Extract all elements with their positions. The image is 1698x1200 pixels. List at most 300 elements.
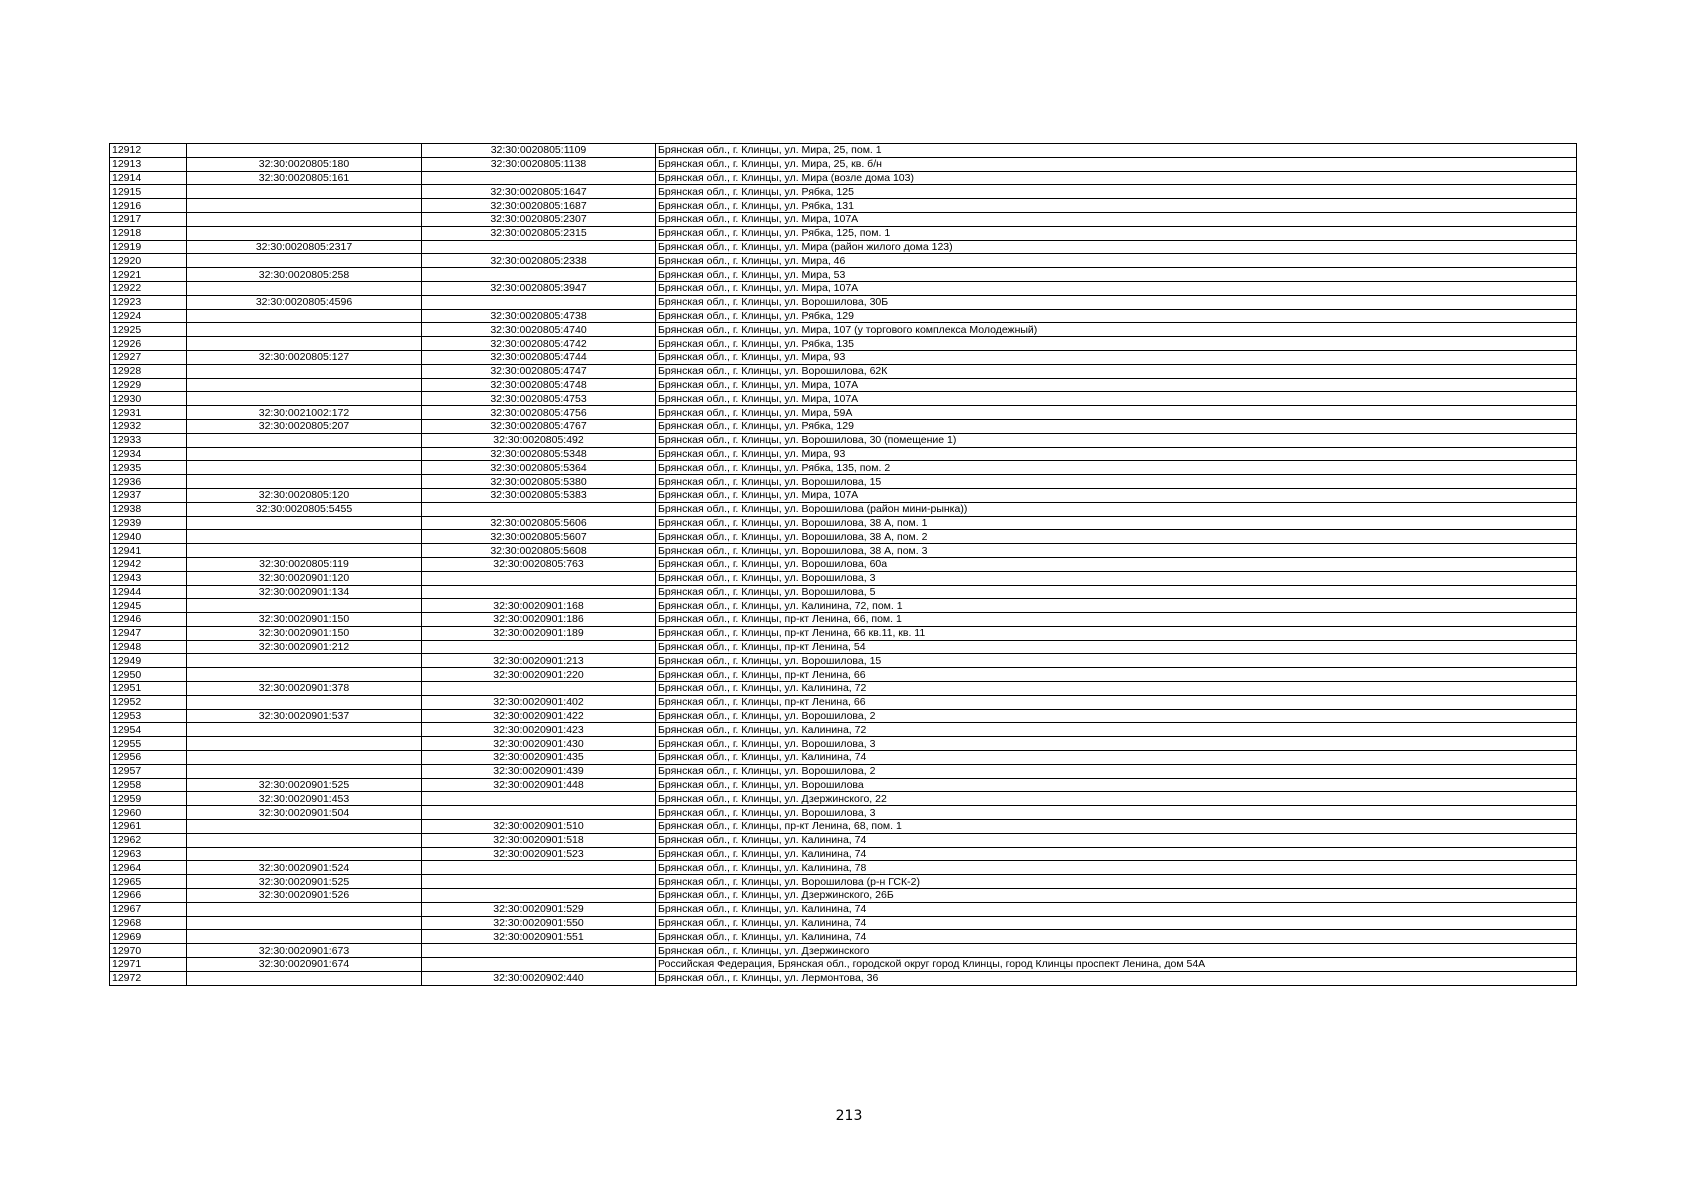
- table-row: [110, 626, 1577, 640]
- object-cadastral-number-cell: 32:30:0020805:5380: [422, 475, 656, 489]
- object-cadastral-number-cell: 32:30:0020901:422: [422, 709, 656, 723]
- table-row: [110, 502, 1577, 516]
- cadastral-number-cell: 32:30:0020805:2317: [187, 240, 422, 254]
- table-row: [110, 944, 1577, 958]
- object-cadastral-number-cell: [422, 502, 656, 516]
- table-row: [110, 199, 1577, 213]
- row-number-cell: 12971: [110, 958, 187, 972]
- row-number-cell: 12954: [110, 723, 187, 737]
- table-row: [110, 530, 1577, 544]
- address-cell: Брянская обл., г. Клинцы, ул. Мира (возле дома 103): [656, 171, 1577, 185]
- registry-table-body: [110, 144, 1577, 986]
- row-number-cell: 12917: [110, 212, 187, 226]
- row-number-cell: 12949: [110, 654, 187, 668]
- row-number-cell: 12950: [110, 668, 187, 682]
- address-cell: Брянская обл., г. Клинцы, ул. Мира, 93: [656, 447, 1577, 461]
- row-number-cell: 12953: [110, 709, 187, 723]
- object-cadastral-number-cell: [422, 571, 656, 585]
- cadastral-number-cell: [187, 254, 422, 268]
- row-number-cell: 12959: [110, 792, 187, 806]
- table-row: [110, 806, 1577, 820]
- address-cell: Брянская обл., г. Клинцы, ул. Ворошилова, 60а: [656, 557, 1577, 571]
- cadastral-number-cell: [187, 764, 422, 778]
- object-cadastral-number-cell: [422, 640, 656, 654]
- object-cadastral-number-cell: 32:30:0020901:402: [422, 695, 656, 709]
- table-row: [110, 585, 1577, 599]
- cadastral-number-cell: [187, 930, 422, 944]
- address-cell: Брянская обл., г. Клинцы, ул. Мира, 107 (у торгового комплекса Молодежный): [656, 323, 1577, 337]
- row-number-cell: 12970: [110, 944, 187, 958]
- table-row: [110, 654, 1577, 668]
- address-cell: Брянская обл., г. Клинцы, ул. Рябка, 135: [656, 337, 1577, 351]
- object-cadastral-number-cell: [422, 295, 656, 309]
- cadastral-number-cell: [187, 544, 422, 558]
- cadastral-number-cell: [187, 378, 422, 392]
- address-cell: Брянская обл., г. Клинцы, пр-кт Ленина, 66: [656, 668, 1577, 682]
- table-row: [110, 378, 1577, 392]
- row-number-cell: 12934: [110, 447, 187, 461]
- row-number-cell: 12931: [110, 406, 187, 420]
- object-cadastral-number-cell: 32:30:0020901:518: [422, 833, 656, 847]
- table-row: [110, 226, 1577, 240]
- address-cell: Брянская обл., г. Клинцы, ул. Калинина, 74: [656, 847, 1577, 861]
- cadastral-number-cell: 32:30:0020901:673: [187, 944, 422, 958]
- object-cadastral-number-cell: [422, 944, 656, 958]
- row-number-cell: 12958: [110, 778, 187, 792]
- row-number-cell: 12969: [110, 930, 187, 944]
- cadastral-number-cell: 32:30:0020901:150: [187, 613, 422, 627]
- address-cell: Брянская обл., г. Клинцы, ул. Мира, 46: [656, 254, 1577, 268]
- row-number-cell: 12944: [110, 585, 187, 599]
- table-row: [110, 847, 1577, 861]
- address-cell: Брянская обл., г. Клинцы, ул. Дзержинского, 26Б: [656, 889, 1577, 903]
- row-number-cell: 12927: [110, 350, 187, 364]
- cadastral-number-cell: 32:30:0020901:378: [187, 682, 422, 696]
- table-row: [110, 364, 1577, 378]
- object-cadastral-number-cell: 32:30:0020901:529: [422, 902, 656, 916]
- row-number-cell: 12924: [110, 309, 187, 323]
- table-row: [110, 323, 1577, 337]
- object-cadastral-number-cell: 32:30:0020805:4740: [422, 323, 656, 337]
- object-cadastral-number-cell: 32:30:0020901:448: [422, 778, 656, 792]
- object-cadastral-number-cell: 32:30:0020901:220: [422, 668, 656, 682]
- table-row: [110, 668, 1577, 682]
- cadastral-number-cell: [187, 185, 422, 199]
- object-cadastral-number-cell: 32:30:0020805:2338: [422, 254, 656, 268]
- table-row: [110, 295, 1577, 309]
- object-cadastral-number-cell: 32:30:0020805:763: [422, 557, 656, 571]
- object-cadastral-number-cell: 32:30:0020901:551: [422, 930, 656, 944]
- object-cadastral-number-cell: 32:30:0020901:510: [422, 820, 656, 834]
- table-row: [110, 488, 1577, 502]
- object-cadastral-number-cell: 32:30:0020805:4767: [422, 419, 656, 433]
- address-cell: Брянская обл., г. Клинцы, ул. Мира, 59А: [656, 406, 1577, 420]
- address-cell: Брянская обл., г. Клинцы, пр-кт Ленина, 66: [656, 695, 1577, 709]
- address-cell: Брянская обл., г. Клинцы, ул. Ворошилова (р-н ГСК-2): [656, 875, 1577, 889]
- row-number-cell: 12963: [110, 847, 187, 861]
- row-number-cell: 12966: [110, 889, 187, 903]
- row-number-cell: 12926: [110, 337, 187, 351]
- address-cell: Брянская обл., г. Клинцы, ул. Мира (район жилого дома 123): [656, 240, 1577, 254]
- cadastral-number-cell: 32:30:0020901:134: [187, 585, 422, 599]
- table-row: [110, 516, 1577, 530]
- row-number-cell: 12940: [110, 530, 187, 544]
- row-number-cell: 12925: [110, 323, 187, 337]
- row-number-cell: 12942: [110, 557, 187, 571]
- object-cadastral-number-cell: 32:30:0020901:430: [422, 737, 656, 751]
- object-cadastral-number-cell: 32:30:0020805:5608: [422, 544, 656, 558]
- address-cell: Брянская обл., г. Клинцы, ул. Ворошилова, 15: [656, 475, 1577, 489]
- cadastral-number-cell: [187, 847, 422, 861]
- row-number-cell: 12945: [110, 599, 187, 613]
- address-cell: Российская Федерация, Брянская обл., городской округ город Клинцы, город Клинцы проспект Ленина, дом 54А: [656, 958, 1577, 972]
- row-number-cell: 12968: [110, 916, 187, 930]
- table-row: [110, 875, 1577, 889]
- row-number-cell: 12935: [110, 461, 187, 475]
- object-cadastral-number-cell: 32:30:0020901:423: [422, 723, 656, 737]
- object-cadastral-number-cell: 32:30:0020901:168: [422, 599, 656, 613]
- row-number-cell: 12964: [110, 861, 187, 875]
- table-row: [110, 475, 1577, 489]
- cadastral-number-cell: [187, 916, 422, 930]
- object-cadastral-number-cell: 32:30:0020805:5348: [422, 447, 656, 461]
- address-cell: Брянская обл., г. Клинцы, ул. Калинина, 74: [656, 833, 1577, 847]
- row-number-cell: 12922: [110, 281, 187, 295]
- address-cell: Брянская обл., г. Клинцы, пр-кт Ленина, 66 кв.11, кв. 11: [656, 626, 1577, 640]
- object-cadastral-number-cell: 32:30:0020805:1687: [422, 199, 656, 213]
- address-cell: Брянская обл., г. Клинцы, ул. Мира, 107А: [656, 212, 1577, 226]
- object-cadastral-number-cell: 32:30:0020805:2315: [422, 226, 656, 240]
- object-cadastral-number-cell: 32:30:0020805:1647: [422, 185, 656, 199]
- object-cadastral-number-cell: 32:30:0020805:5607: [422, 530, 656, 544]
- cadastral-number-cell: 32:30:0021002:172: [187, 406, 422, 420]
- address-cell: Брянская обл., г. Клинцы, ул. Ворошилова, 3: [656, 571, 1577, 585]
- table-row: [110, 971, 1577, 985]
- object-cadastral-number-cell: 32:30:0020805:4742: [422, 337, 656, 351]
- cadastral-number-cell: [187, 695, 422, 709]
- row-number-cell: 12951: [110, 682, 187, 696]
- address-cell: Брянская обл., г. Клинцы, ул. Рябка, 129: [656, 309, 1577, 323]
- cadastral-number-cell: 32:30:0020805:5455: [187, 502, 422, 516]
- object-cadastral-number-cell: 32:30:0020805:4747: [422, 364, 656, 378]
- object-cadastral-number-cell: 32:30:0020901:550: [422, 916, 656, 930]
- row-number-cell: 12921: [110, 268, 187, 282]
- address-cell: Брянская обл., г. Клинцы, ул. Мира, 107А: [656, 378, 1577, 392]
- address-cell: Брянская обл., г. Клинцы, ул. Калинина, 74: [656, 902, 1577, 916]
- address-cell: Брянская обл., г. Клинцы, ул. Мира, 93: [656, 350, 1577, 364]
- address-cell: Брянская обл., г. Клинцы, ул. Ворошилова, 30Б: [656, 295, 1577, 309]
- address-cell: Брянская обл., г. Клинцы, ул. Ворошилова, 38 А, пом. 2: [656, 530, 1577, 544]
- row-number-cell: 12933: [110, 433, 187, 447]
- row-number-cell: 12939: [110, 516, 187, 530]
- object-cadastral-number-cell: [422, 682, 656, 696]
- row-number-cell: 12923: [110, 295, 187, 309]
- table-row: [110, 433, 1577, 447]
- object-cadastral-number-cell: 32:30:0020805:3947: [422, 281, 656, 295]
- table-row: [110, 723, 1577, 737]
- address-cell: Брянская обл., г. Клинцы, ул. Мира, 25, пом. 1: [656, 144, 1577, 158]
- object-cadastral-number-cell: 32:30:0020805:4753: [422, 392, 656, 406]
- address-cell: Брянская обл., г. Клинцы, ул. Мира, 107А: [656, 281, 1577, 295]
- object-cadastral-number-cell: [422, 171, 656, 185]
- cadastral-number-cell: [187, 654, 422, 668]
- cadastral-number-cell: [187, 309, 422, 323]
- cadastral-number-cell: [187, 833, 422, 847]
- cadastral-number-cell: 32:30:0020901:150: [187, 626, 422, 640]
- row-number-cell: 12965: [110, 875, 187, 889]
- cadastral-number-cell: [187, 737, 422, 751]
- address-cell: Брянская обл., г. Клинцы, ул. Рябка, 125: [656, 185, 1577, 199]
- table-row: [110, 392, 1577, 406]
- address-cell: Брянская обл., г. Клинцы, ул. Ворошилова, 3: [656, 737, 1577, 751]
- object-cadastral-number-cell: 32:30:0020805:4744: [422, 350, 656, 364]
- row-number-cell: 12913: [110, 157, 187, 171]
- table-row: [110, 820, 1577, 834]
- address-cell: Брянская обл., г. Клинцы, ул. Ворошилова, 38 А, пом. 3: [656, 544, 1577, 558]
- object-cadastral-number-cell: [422, 958, 656, 972]
- row-number-cell: 12961: [110, 820, 187, 834]
- table-row: [110, 144, 1577, 158]
- address-cell: Брянская обл., г. Клинцы, ул. Рябка, 129: [656, 419, 1577, 433]
- table-row: [110, 682, 1577, 696]
- cadastral-number-cell: 32:30:0020805:258: [187, 268, 422, 282]
- object-cadastral-number-cell: 32:30:0020901:523: [422, 847, 656, 861]
- table-row: [110, 447, 1577, 461]
- object-cadastral-number-cell: 32:30:0020805:2307: [422, 212, 656, 226]
- cadastral-number-cell: 32:30:0020901:524: [187, 861, 422, 875]
- page-number: 213: [835, 1108, 863, 1124]
- table-row: [110, 544, 1577, 558]
- row-number-cell: 12919: [110, 240, 187, 254]
- row-number-cell: 12952: [110, 695, 187, 709]
- row-number-cell: 12918: [110, 226, 187, 240]
- cadastral-number-cell: [187, 971, 422, 985]
- address-cell: Брянская обл., г. Клинцы, ул. Мира, 25, кв. б/н: [656, 157, 1577, 171]
- row-number-cell: 12948: [110, 640, 187, 654]
- object-cadastral-number-cell: 32:30:0020805:1138: [422, 157, 656, 171]
- cadastral-number-cell: [187, 433, 422, 447]
- object-cadastral-number-cell: 32:30:0020805:5606: [422, 516, 656, 530]
- object-cadastral-number-cell: [422, 268, 656, 282]
- object-cadastral-number-cell: 32:30:0020901:186: [422, 613, 656, 627]
- address-cell: Брянская обл., г. Клинцы, ул. Калинина, 78: [656, 861, 1577, 875]
- table-row: [110, 737, 1577, 751]
- address-cell: Брянская обл., г. Клинцы, ул. Лермонтова, 36: [656, 971, 1577, 985]
- row-number-cell: 12912: [110, 144, 187, 158]
- cadastral-number-cell: [187, 461, 422, 475]
- cadastral-number-cell: 32:30:0020805:119: [187, 557, 422, 571]
- cadastral-number-cell: 32:30:0020901:212: [187, 640, 422, 654]
- row-number-cell: 12937: [110, 488, 187, 502]
- table-row: [110, 751, 1577, 765]
- object-cadastral-number-cell: 32:30:0020901:213: [422, 654, 656, 668]
- cadastral-number-cell: [187, 902, 422, 916]
- address-cell: Брянская обл., г. Клинцы, ул. Ворошилова, 62К: [656, 364, 1577, 378]
- address-cell: Брянская обл., г. Клинцы, ул. Калинина, 74: [656, 930, 1577, 944]
- table-row: [110, 406, 1577, 420]
- cadastral-number-cell: [187, 281, 422, 295]
- table-row: [110, 185, 1577, 199]
- object-cadastral-number-cell: [422, 792, 656, 806]
- object-cadastral-number-cell: [422, 806, 656, 820]
- address-cell: Брянская обл., г. Клинцы, ул. Ворошилова, 30 (помещение 1): [656, 433, 1577, 447]
- cadastral-number-cell: [187, 337, 422, 351]
- table-row: [110, 958, 1577, 972]
- cadastral-number-cell: [187, 530, 422, 544]
- cadastral-number-cell: [187, 392, 422, 406]
- address-cell: Брянская обл., г. Клинцы, пр-кт Ленина, 54: [656, 640, 1577, 654]
- address-cell: Брянская обл., г. Клинцы, пр-кт Ленина, 68, пом. 1: [656, 820, 1577, 834]
- address-cell: Брянская обл., г. Клинцы, ул. Рябка, 131: [656, 199, 1577, 213]
- object-cadastral-number-cell: 32:30:0020901:439: [422, 764, 656, 778]
- registry-table: [109, 143, 1577, 986]
- table-row: [110, 613, 1577, 627]
- cadastral-number-cell: 32:30:0020901:526: [187, 889, 422, 903]
- table-row: [110, 695, 1577, 709]
- cadastral-number-cell: [187, 212, 422, 226]
- row-number-cell: 12967: [110, 902, 187, 916]
- table-row: [110, 792, 1577, 806]
- object-cadastral-number-cell: 32:30:0020805:492: [422, 433, 656, 447]
- cadastral-number-cell: [187, 723, 422, 737]
- address-cell: Брянская обл., г. Клинцы, ул. Дзержинского, 22: [656, 792, 1577, 806]
- row-number-cell: 12929: [110, 378, 187, 392]
- address-cell: Брянская обл., г. Клинцы, ул. Мира, 107А: [656, 392, 1577, 406]
- row-number-cell: 12932: [110, 419, 187, 433]
- object-cadastral-number-cell: 32:30:0020805:5383: [422, 488, 656, 502]
- address-cell: Брянская обл., г. Клинцы, ул. Ворошилова, 2: [656, 764, 1577, 778]
- row-number-cell: 12920: [110, 254, 187, 268]
- object-cadastral-number-cell: [422, 889, 656, 903]
- row-number-cell: 12960: [110, 806, 187, 820]
- row-number-cell: 12972: [110, 971, 187, 985]
- row-number-cell: 12928: [110, 364, 187, 378]
- table-row: [110, 157, 1577, 171]
- address-cell: Брянская обл., г. Клинцы, ул. Ворошилова, 5: [656, 585, 1577, 599]
- table-row: [110, 337, 1577, 351]
- table-row: [110, 902, 1577, 916]
- row-number-cell: 12930: [110, 392, 187, 406]
- table-row: [110, 281, 1577, 295]
- table-row: [110, 461, 1577, 475]
- object-cadastral-number-cell: [422, 585, 656, 599]
- row-number-cell: 12947: [110, 626, 187, 640]
- table-row: [110, 419, 1577, 433]
- row-number-cell: 12938: [110, 502, 187, 516]
- address-cell: Брянская обл., г. Клинцы, ул. Дзержинского: [656, 944, 1577, 958]
- object-cadastral-number-cell: 32:30:0020901:435: [422, 751, 656, 765]
- object-cadastral-number-cell: [422, 875, 656, 889]
- table-row: [110, 916, 1577, 930]
- table-row: [110, 599, 1577, 613]
- address-cell: Брянская обл., г. Клинцы, ул. Мира, 107А: [656, 488, 1577, 502]
- address-cell: Брянская обл., г. Клинцы, ул. Ворошилова, 15: [656, 654, 1577, 668]
- address-cell: Брянская обл., г. Клинцы, ул. Калинина, 72: [656, 682, 1577, 696]
- cadastral-number-cell: 32:30:0020805:161: [187, 171, 422, 185]
- address-cell: Брянская обл., г. Клинцы, ул. Калинина, 74: [656, 916, 1577, 930]
- table-row: [110, 709, 1577, 723]
- cadastral-number-cell: [187, 144, 422, 158]
- table-row: [110, 861, 1577, 875]
- row-number-cell: 12962: [110, 833, 187, 847]
- table-row: [110, 930, 1577, 944]
- address-cell: Брянская обл., г. Клинцы, ул. Калинина, 72, пом. 1: [656, 599, 1577, 613]
- table-row: [110, 889, 1577, 903]
- object-cadastral-number-cell: [422, 861, 656, 875]
- cadastral-number-cell: [187, 199, 422, 213]
- object-cadastral-number-cell: 32:30:0020805:1109: [422, 144, 656, 158]
- table-row: [110, 557, 1577, 571]
- address-cell: Брянская обл., г. Клинцы, пр-кт Ленина, 66, пом. 1: [656, 613, 1577, 627]
- object-cadastral-number-cell: 32:30:0020902:440: [422, 971, 656, 985]
- object-cadastral-number-cell: 32:30:0020805:4748: [422, 378, 656, 392]
- cadastral-number-cell: 32:30:0020805:127: [187, 350, 422, 364]
- cadastral-number-cell: [187, 516, 422, 530]
- cadastral-number-cell: 32:30:0020805:180: [187, 157, 422, 171]
- address-cell: Брянская обл., г. Клинцы, ул. Мира, 53: [656, 268, 1577, 282]
- object-cadastral-number-cell: 32:30:0020901:189: [422, 626, 656, 640]
- cadastral-number-cell: [187, 820, 422, 834]
- cadastral-number-cell: [187, 475, 422, 489]
- row-number-cell: 12941: [110, 544, 187, 558]
- object-cadastral-number-cell: 32:30:0020805:5364: [422, 461, 656, 475]
- cadastral-number-cell: [187, 323, 422, 337]
- table-row: [110, 350, 1577, 364]
- object-cadastral-number-cell: 32:30:0020805:4738: [422, 309, 656, 323]
- object-cadastral-number-cell: 32:30:0020805:4756: [422, 406, 656, 420]
- table-row: [110, 571, 1577, 585]
- address-cell: Брянская обл., г. Клинцы, ул. Ворошилова, 3: [656, 806, 1577, 820]
- cadastral-number-cell: 32:30:0020805:4596: [187, 295, 422, 309]
- table-row: [110, 764, 1577, 778]
- cadastral-number-cell: 32:30:0020805:207: [187, 419, 422, 433]
- table-row: [110, 640, 1577, 654]
- row-number-cell: 12957: [110, 764, 187, 778]
- row-number-cell: 12955: [110, 737, 187, 751]
- cadastral-number-cell: [187, 447, 422, 461]
- cadastral-number-cell: 32:30:0020805:120: [187, 488, 422, 502]
- row-number-cell: 12914: [110, 171, 187, 185]
- cadastral-number-cell: 32:30:0020901:537: [187, 709, 422, 723]
- row-number-cell: 12946: [110, 613, 187, 627]
- address-cell: Брянская обл., г. Клинцы, ул. Рябка, 135, пом. 2: [656, 461, 1577, 475]
- cadastral-number-cell: 32:30:0020901:674: [187, 958, 422, 972]
- table-row: [110, 833, 1577, 847]
- address-cell: Брянская обл., г. Клинцы, ул. Ворошилова, 2: [656, 709, 1577, 723]
- address-cell: Брянская обл., г. Клинцы, ул. Калинина, 72: [656, 723, 1577, 737]
- table-row: [110, 309, 1577, 323]
- table-row: [110, 171, 1577, 185]
- cadastral-number-cell: 32:30:0020901:453: [187, 792, 422, 806]
- cadastral-number-cell: [187, 668, 422, 682]
- cadastral-number-cell: 32:30:0020901:120: [187, 571, 422, 585]
- row-number-cell: 12943: [110, 571, 187, 585]
- cadastral-number-cell: 32:30:0020901:504: [187, 806, 422, 820]
- address-cell: Брянская обл., г. Клинцы, ул. Калинина, 74: [656, 751, 1577, 765]
- cadastral-number-cell: [187, 226, 422, 240]
- cadastral-number-cell: [187, 751, 422, 765]
- cadastral-number-cell: [187, 364, 422, 378]
- address-cell: Брянская обл., г. Клинцы, ул. Рябка, 125, пом. 1: [656, 226, 1577, 240]
- object-cadastral-number-cell: [422, 240, 656, 254]
- address-cell: Брянская обл., г. Клинцы, ул. Ворошилова (район мини-рынка)): [656, 502, 1577, 516]
- row-number-cell: 12936: [110, 475, 187, 489]
- table-row: [110, 268, 1577, 282]
- table-row: [110, 254, 1577, 268]
- row-number-cell: 12916: [110, 199, 187, 213]
- address-cell: Брянская обл., г. Клинцы, ул. Ворошилова, 38 А, пом. 1: [656, 516, 1577, 530]
- cadastral-number-cell: [187, 599, 422, 613]
